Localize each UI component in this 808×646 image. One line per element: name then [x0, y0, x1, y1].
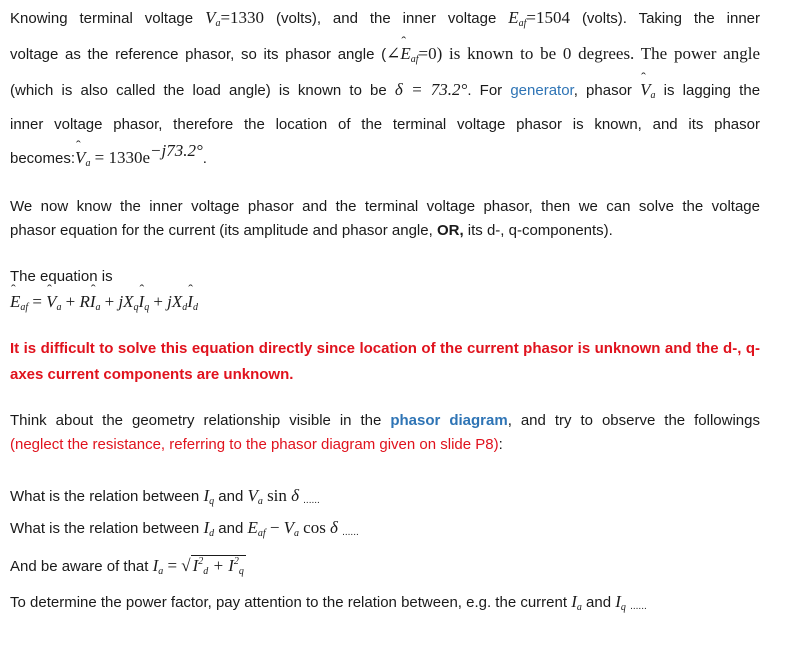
text-segment: (volts), and the inner voltage	[275, 10, 497, 27]
math-id-hat: ˆ $I_d$	[187, 292, 198, 312]
math-id: $I_d$	[203, 518, 215, 539]
math-operator: =	[167, 556, 178, 575]
math-eaf: $E_{af}$	[247, 518, 266, 539]
power-factor-line	[10, 592, 647, 612]
math-exponent: −j73.2°	[150, 141, 203, 160]
ellipsis: ......	[630, 601, 647, 612]
aware-line	[10, 556, 246, 576]
text-segment: .	[202, 150, 207, 167]
generator-link[interactable]: generator	[510, 82, 574, 99]
para1-line1	[10, 8, 760, 28]
math-va-hat: ˆ $V_a$	[46, 292, 61, 312]
math-va-hat: ˆ $V_a$	[640, 80, 655, 100]
text-segment: its d-, q-components).	[467, 222, 613, 239]
text-segment: (volts). Taking the inner	[581, 10, 761, 27]
or-emphasis: OR,	[436, 222, 464, 239]
math-cos: cos	[303, 518, 326, 537]
angle-symbol: ∠	[386, 44, 401, 63]
text-segment: And be aware of that	[10, 558, 149, 575]
text-segment: Knowing terminal voltage	[10, 10, 194, 27]
para1-line4: inner voltage phasor, therefore the location of the terminal voltage phasor is known, and its phasor	[10, 116, 760, 133]
math-operator: +	[153, 292, 163, 311]
text-segment: and	[586, 594, 612, 611]
math-operator: +	[65, 292, 76, 311]
think-line1	[10, 412, 760, 429]
para1-line5	[10, 141, 207, 169]
question-id-eaf	[10, 518, 359, 538]
math-iq-hat: ˆ $I_q$	[139, 292, 150, 312]
text-segment: What is the relation between	[10, 488, 200, 505]
math-iq: $I_q$	[615, 592, 626, 613]
math-iq: $I_q$	[203, 486, 215, 507]
math-delta: δ = 73.2°	[394, 80, 468, 99]
math-ia: $I_a$	[152, 556, 164, 577]
warning-line1: It is difficult to solve this equation directly since location of the current phasor is unknown and the d-, q-	[10, 340, 760, 357]
equation-intro: The equation is	[10, 268, 113, 285]
para2-line1: We now know the inner voltage phasor and the terminal voltage phasor, then we can solve the voltage	[10, 198, 760, 215]
math-va-hat: ˆ $V_a$	[75, 148, 90, 168]
math-operator: +	[104, 292, 115, 311]
think-line2	[10, 436, 503, 453]
ellipsis: ......	[342, 527, 359, 538]
text-segment: , and try to observe the followings	[507, 412, 760, 429]
text-segment: :	[498, 436, 503, 453]
ellipsis: ......	[303, 495, 320, 506]
text-segment: . For	[467, 82, 503, 99]
question-iq-va	[10, 486, 320, 506]
text-segment: and	[218, 488, 244, 505]
math-eaf: $E_{af}$	[508, 8, 527, 29]
math-delta: δ	[330, 518, 338, 537]
para1-line2	[10, 44, 760, 64]
math-value: = 1330e	[94, 148, 150, 167]
text-segment: phasor equation for the current (its amplitude and phasor angle,	[10, 222, 433, 239]
sqrt-symbol: √	[181, 556, 191, 575]
text-segment: What is the relation between	[10, 520, 200, 537]
text-segment: (which is also called the load angle) is known to be	[10, 82, 387, 99]
math-va-sin: $V_a$	[247, 486, 263, 507]
text-segment: =0) is known to be 0 degrees. The power angle	[418, 44, 760, 63]
phasor-diagram-link[interactable]: phasor diagram	[390, 412, 508, 429]
text-segment: , phasor	[573, 82, 632, 99]
text-segment: To determine the power factor, pay attention to the relation between, e.g. the current	[10, 594, 568, 611]
math-eaf-hat: ˆ $E_{af}$	[10, 292, 28, 312]
math-sqrt-content: $I^2_d + I^2_q$	[192, 556, 244, 577]
math-sin: sin	[267, 486, 287, 505]
math-ia-hat: ˆ $I_a$	[90, 292, 101, 312]
text-segment: is lagging the	[663, 82, 761, 99]
math-jxd: $jX_d$	[167, 292, 188, 313]
math-va: $V_a$	[283, 518, 299, 539]
text-segment: voltage as the reference phasor, so its phasor angle (	[10, 46, 387, 63]
math-operator: −	[269, 518, 280, 537]
math-va: $V_a$	[205, 8, 221, 29]
voltage-equation	[10, 292, 198, 312]
math-jxq: $jX_q$	[118, 292, 139, 313]
para2-line2	[10, 222, 613, 239]
warning-line2: axes current components are unknown.	[10, 366, 294, 383]
text-segment: and	[218, 520, 244, 537]
text-segment: becomes:	[10, 150, 76, 167]
para1-line3	[10, 80, 760, 100]
note-red: (neglect the resistance, referring to the phasor diagram given on slide P8)	[10, 436, 499, 453]
math-ia: $I_a$	[571, 592, 582, 613]
text-segment: Think about the geometry relationship visible in the	[10, 412, 382, 429]
math-r: R	[79, 292, 90, 311]
math-eaf-hat: ˆ $E_{af}$	[400, 44, 418, 64]
math-operator: =	[32, 292, 42, 311]
math-delta: δ	[291, 486, 299, 505]
math-value: =1330	[220, 8, 265, 27]
math-value: =1504	[526, 8, 570, 27]
